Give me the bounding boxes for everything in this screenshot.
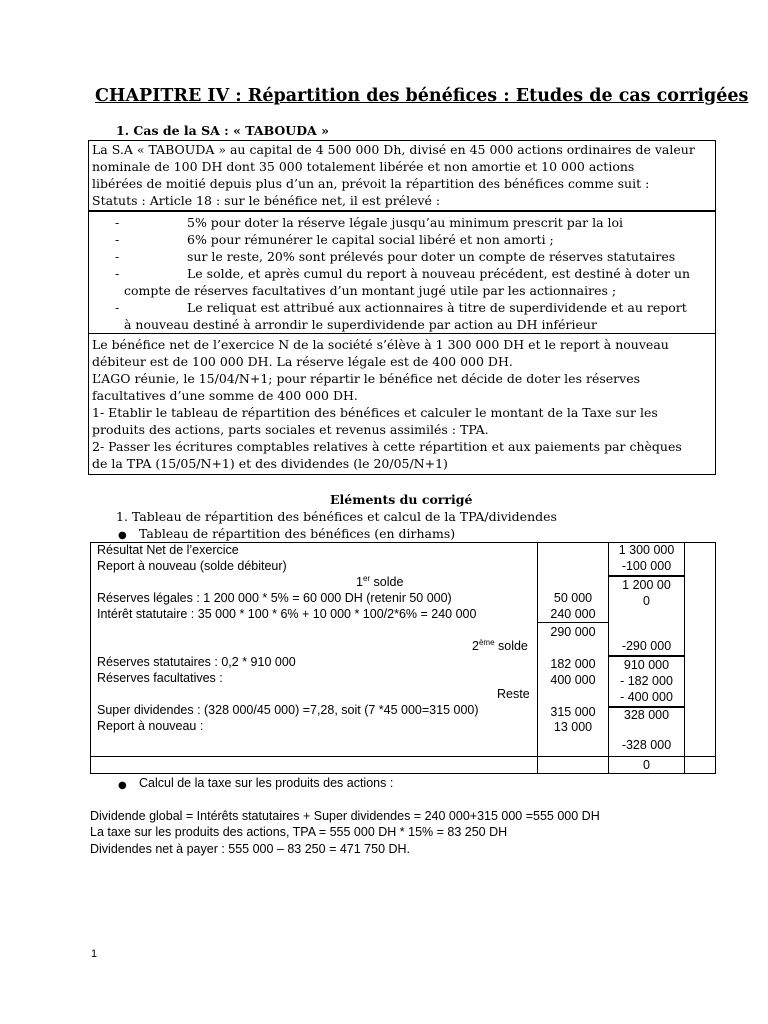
article-item: à nouveau destiné à arrondir le superdividende par action au DH inférieur — [124, 317, 597, 332]
dash: - — [115, 266, 120, 281]
cell-value: - 182 000 — [620, 674, 673, 688]
calc-line: Dividende global = Intérêts statutaires + Super dividendes = 240 000+315 000 =555 000 DH — [90, 809, 600, 823]
question-line: 2- Passer les écritures comptables relatives à cette répartition et aux paiements par chèques — [92, 439, 682, 454]
calc-line: La taxe sur les produits des actions, TPA = 555 000 DH * 15% = 83 250 DH — [90, 825, 508, 839]
label-resultat: Résultat Net de l’exercice — [97, 543, 239, 557]
question-line: produits des actions, parts sociales et revenus assimilés : TPA. — [92, 422, 489, 437]
question-line: Le bénéfice net de l’exercice N de la société s’élève à 1 300 000 DH et le report à nouveau — [92, 337, 669, 352]
cell-value: 50 000 — [553, 591, 593, 605]
question-line: de la TPA (15/05/N+1) et des dividendes (le 20/05/N+1) — [92, 456, 448, 471]
cell-value: 0 — [643, 594, 650, 608]
cell-value: 0 — [643, 758, 650, 772]
label-reste: Reste — [497, 687, 530, 701]
label-reserves-legales: Réserves légales : 1 200 000 * 5% = 60 000 DH (retenir 50 000) — [97, 591, 452, 605]
cell-value: 400 000 — [550, 673, 596, 687]
dash: - — [115, 215, 120, 230]
corrige-bullet-1: Tableau de répartition des bénéfices (en dirhams) — [139, 526, 456, 541]
question-line: L’AGO réunie, le 15/04/N+1; pour répartir le bénéfice net décide de doter les réserves — [92, 371, 641, 386]
article-item: Le solde, et après cumul du report à nouveau précédent, est destiné à doter un — [187, 266, 691, 281]
dash: - — [115, 300, 120, 315]
cell-value: 182 000 — [550, 657, 596, 671]
article-item: 5% pour doter la réserve légale jusqu’au minimum prescrit par la loi — [187, 215, 624, 230]
cell-value: 910 000 — [623, 658, 670, 672]
cell-value: 315 000 — [550, 705, 596, 719]
intro-line: libérées de moitié depuis plus d’un an, prévoit la répartition des bénéfices comme suit : — [92, 176, 650, 191]
dash: - — [115, 249, 120, 264]
article-item: 6% pour rémunérer le capital social libéré et non amorti ; — [187, 232, 554, 247]
question-line: 1- Etablir le tableau de répartition des bénéfices et calculer le montant de la Taxe sur les — [92, 405, 658, 420]
intro-box — [88, 140, 716, 211]
label-reserves-facultatives: Réserves facultatives : — [97, 671, 223, 685]
calc-line: Dividendes net à payer : 555 000 – 83 250 = 471 750 DH. — [90, 842, 411, 856]
cell-value: -290 000 — [621, 639, 672, 653]
page-number: 1 — [91, 948, 98, 960]
question-line: facultatives d’une somme de 400 000 DH. — [92, 388, 358, 403]
label-super-dividendes: Super dividendes : (328 000/45 000) =7,28, soit (7 *45 000=315 000) — [97, 703, 479, 717]
article-item: compte de réserves facultatives d’un montant jugé utile par les actionnaires ; — [124, 283, 617, 298]
intro-line: nominale de 100 DH dont 35 000 totalement libérée et non amortie et 10 000 actions — [92, 159, 635, 174]
label-solde-1: 1er solde — [356, 573, 404, 589]
corrige-bullet-2: Calcul de la taxe sur les produits des actions : — [139, 776, 394, 790]
question-box — [88, 333, 716, 475]
label-interet: Intérêt statutaire : 35 000 * 100 * 6% + 10 000 * 100/2*6% = 240 000 — [97, 607, 477, 621]
label-report: Report à nouveau (solde débiteur) — [97, 559, 287, 573]
article-box — [88, 210, 716, 334]
cell-value: 290 000 — [550, 625, 596, 639]
bullet-icon: ● — [118, 530, 127, 541]
cell-value: 328 000 — [623, 708, 670, 722]
cell-value: -100 000 — [621, 559, 672, 573]
cell-value: 1 200 00 — [622, 578, 671, 592]
article-item: Le reliquat est attribué aux actionnaires à titre de superdividende et au report — [187, 300, 687, 315]
article-item: sur le reste, 20% sont prélevés pour doter un compte de réserves statutaires — [187, 249, 676, 264]
case-heading: 1. Cas de la SA : « TABOUDA » — [116, 123, 329, 138]
intro-line: Statuts : Article 18 : sur le bénéfice net, il est prélevé : — [92, 193, 441, 208]
page-title: CHAPITRE IV : Répartition des bénéfices : Etudes de cas corrigées — [95, 86, 749, 106]
label-reserves-statutaires: Réserves statutaires : 0,2 * 910 000 — [97, 655, 296, 669]
label-solde-2: 2ème solde — [472, 637, 528, 653]
intro-line: La S.A « TABOUDA » au capital de 4 500 000 Dh, divisé en 45 000 actions ordinaires de valeur — [92, 142, 695, 157]
label-report-nouveau: Report à nouveau : — [97, 719, 204, 733]
dash: - — [115, 232, 120, 247]
cell-value: -328 000 — [621, 738, 672, 752]
corrige-item-1: 1. Tableau de répartition des bénéfices et calcul de la TPA/dividendes — [116, 509, 557, 524]
bullet-icon: ● — [118, 780, 127, 791]
cell-value: 1 300 000 — [618, 543, 675, 557]
question-line: débiteur est de 100 000 DH. La réserve légale est de 400 000 DH. — [92, 354, 513, 369]
cell-value: - 400 000 — [620, 690, 673, 704]
cell-value: 240 000 — [550, 607, 596, 621]
corrige-heading: Eléments du corrigé — [330, 492, 473, 507]
cell-value: 13 000 — [553, 720, 593, 734]
